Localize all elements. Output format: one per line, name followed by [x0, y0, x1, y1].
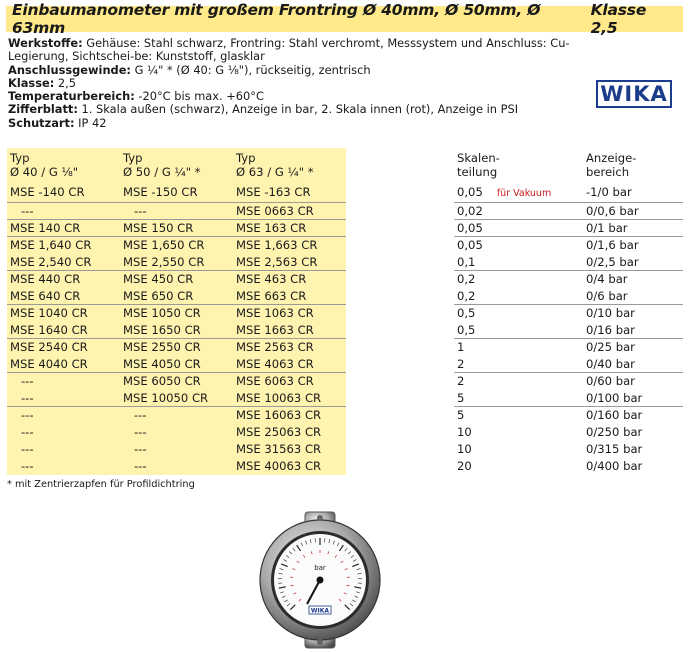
scale-division-value: 0,1	[457, 254, 476, 269]
table-row	[7, 424, 683, 441]
table-row	[7, 220, 683, 237]
type-cell: MSE 4040 CR	[7, 356, 120, 373]
header-line: Anzeige-	[586, 151, 637, 165]
header-display-range	[583, 148, 683, 184]
scale-division-value: 0,2	[457, 288, 476, 303]
display-range-cell: 0/1,6 bar	[583, 237, 683, 254]
scale-division-cell	[454, 305, 583, 322]
scale-division-cell	[454, 390, 583, 407]
spacer-cell	[346, 203, 454, 220]
scale-division-value: 0,02	[457, 204, 483, 218]
type-cell: MSE 1640 CR	[7, 322, 120, 339]
type-cell: MSE -150 CR	[120, 184, 233, 203]
scale-division-cell	[454, 220, 583, 237]
type-cell: MSE 1,650 CR	[120, 237, 233, 254]
scale-division-value: 0,05	[457, 238, 483, 252]
spec-value: G ¼" * (Ø 40: G ⅛"), rückseitig, zentrisch	[131, 62, 371, 77]
spec-temperature	[8, 90, 588, 103]
type-cell: MSE 0663 CR	[233, 203, 346, 220]
type-cell: MSE -163 CR	[233, 184, 346, 203]
header-line: bereich	[586, 165, 630, 179]
type-cell: ---	[7, 373, 120, 390]
scale-division-value: 10	[457, 441, 472, 456]
type-cell: MSE 40063 CR	[233, 458, 346, 475]
scale-division-value: 2	[457, 356, 465, 371]
header-spacer	[346, 148, 454, 184]
table-row	[7, 288, 683, 305]
type-cell: ---	[120, 458, 233, 475]
display-range-cell: 0/400 bar	[586, 458, 643, 473]
spec-label: Zifferblatt:	[8, 102, 78, 117]
table-row	[7, 271, 683, 288]
display-range-cell: 0/250 bar	[586, 424, 643, 439]
type-cell: MSE 163 CR	[233, 220, 346, 237]
display-range-cell: 0/0,6 bar	[583, 203, 683, 220]
display-range-cell: 0/60 bar	[583, 373, 683, 390]
scale-division-cell	[454, 407, 583, 424]
type-cell: MSE 31563 CR	[233, 441, 346, 458]
class-label: Klasse 2,5	[590, 1, 647, 37]
spacer-cell	[346, 288, 454, 305]
specifications	[8, 37, 588, 130]
spacer-cell	[346, 373, 454, 390]
spacer-cell	[346, 271, 454, 288]
display-range-cell: 0/10 bar	[583, 305, 683, 322]
type-cell: MSE 10050 CR	[120, 390, 233, 407]
spec-value: 1. Skala außen (schwarz), Anzeige in bar, 2. Skala innen (rot), Anzeige in PSI	[77, 102, 519, 117]
table-row	[7, 184, 683, 203]
type-cell: ---	[7, 203, 120, 220]
header-line: Typ	[123, 151, 143, 165]
type-cell: MSE 10063 CR	[233, 390, 346, 407]
scale-division-cell	[454, 254, 583, 271]
spec-label: Klasse:	[8, 75, 55, 90]
scale-division-value: 5	[457, 408, 465, 422]
header-typ-63	[233, 148, 346, 184]
type-cell: MSE 450 CR	[120, 271, 233, 288]
scale-division-value: 10	[457, 424, 472, 439]
spec-value: IP 42	[74, 115, 107, 130]
header-line: teilung	[457, 165, 498, 179]
page-title: Einbaumanometer mit großem Frontring Ø 40mm, Ø 50mm, Ø 63mm	[12, 1, 541, 37]
table-row	[7, 407, 683, 424]
type-cell: MSE 1,663 CR	[233, 237, 346, 254]
table-header-row	[7, 148, 683, 184]
needle-hub	[317, 577, 324, 584]
type-cell: MSE -140 CR	[7, 184, 120, 203]
display-range-cell: 0/6 bar	[586, 288, 628, 303]
header-line: Typ	[236, 151, 256, 165]
header-typ-40	[7, 148, 120, 184]
spec-thread	[8, 64, 588, 77]
wika-logo	[596, 80, 672, 108]
spacer-cell	[346, 254, 454, 271]
spacer-cell	[346, 407, 454, 424]
scale-division-value: 0,5	[457, 306, 476, 320]
scale-division-value: 1	[457, 340, 465, 354]
type-cell: MSE 140 CR	[7, 220, 120, 237]
spacer-cell	[346, 305, 454, 322]
display-range-cell: 0/25 bar	[583, 339, 683, 356]
header-line: Ø 63 / G ¼" *	[236, 165, 314, 179]
table-row	[7, 305, 683, 322]
type-cell: MSE 2,540 CR	[7, 254, 120, 271]
type-cell: MSE 6063 CR	[233, 373, 346, 390]
display-range-cell: 0/2,5 bar	[586, 254, 639, 269]
scale-division-cell	[454, 458, 583, 475]
spacer-cell	[346, 458, 454, 475]
type-cell: ---	[7, 458, 120, 475]
header-scale-division	[454, 148, 583, 184]
display-range-cell: 0/315 bar	[586, 441, 643, 456]
display-range-cell: 0/40 bar	[586, 356, 635, 371]
display-range-cell: -1/0 bar	[586, 185, 632, 199]
scale-division-cell	[454, 339, 583, 356]
table-row	[7, 339, 683, 356]
spec-value: 2,5	[54, 75, 77, 90]
product-table	[7, 148, 683, 475]
header-line: Ø 40 / G ⅛"	[10, 165, 79, 179]
type-cell: MSE 663 CR	[233, 288, 346, 305]
type-cell: MSE 463 CR	[233, 271, 346, 288]
spec-protection	[8, 117, 588, 130]
display-range-cell: 0/1 bar	[583, 220, 683, 237]
type-cell: MSE 2563 CR	[233, 339, 346, 356]
type-cell: ---	[120, 424, 233, 441]
header-line: Typ	[10, 151, 30, 165]
type-cell: ---	[120, 441, 233, 458]
spacer-cell	[346, 356, 454, 373]
screw-hole-bottom	[317, 639, 323, 645]
spacer-cell	[346, 339, 454, 356]
spec-label: Anschlussgewinde:	[8, 62, 131, 77]
type-cell: MSE 1663 CR	[233, 322, 346, 339]
header-line: Skalen-	[457, 151, 500, 165]
type-cell: MSE 1,640 CR	[7, 237, 120, 254]
table-row	[7, 441, 683, 458]
pressure-gauge-image	[255, 510, 385, 650]
spec-label: Schutzart:	[8, 115, 75, 130]
type-cell: MSE 150 CR	[120, 220, 233, 237]
spacer-cell	[346, 322, 454, 339]
table-row	[7, 390, 683, 407]
dial-brand-label: WIKA	[310, 607, 330, 615]
type-cell: MSE 25063 CR	[233, 424, 346, 441]
type-cell: MSE 650 CR	[120, 288, 233, 305]
spacer-cell	[346, 441, 454, 458]
table-row	[7, 322, 683, 339]
type-cell: MSE 4063 CR	[233, 356, 346, 373]
scale-division-cell	[454, 441, 583, 458]
vacuum-note: für Vakuum	[496, 188, 552, 199]
scale-division-value: 5	[457, 390, 465, 405]
type-cell: MSE 440 CR	[7, 271, 120, 288]
type-cell: MSE 1650 CR	[120, 322, 233, 339]
scale-division-value: 0,05	[457, 221, 483, 235]
scale-division-cell	[454, 184, 583, 203]
scale-division-value: 0,5	[457, 322, 476, 337]
wika-logo-text: WIKA	[600, 82, 668, 106]
dial-unit-label: bar	[314, 564, 326, 572]
scale-division-cell	[454, 373, 583, 390]
scale-division-cell	[454, 203, 583, 220]
type-cell: MSE 6050 CR	[120, 373, 233, 390]
table-row	[7, 203, 683, 220]
header-typ-50	[120, 148, 233, 184]
display-range-cell: 0/16 bar	[586, 322, 635, 337]
table-row	[7, 356, 683, 373]
table-row	[7, 458, 683, 475]
type-cell: ---	[7, 407, 120, 424]
spec-class	[8, 77, 588, 90]
header-line: Ø 50 / G ¼" *	[123, 165, 201, 179]
spec-value: -20°C bis max. +60°C	[134, 89, 264, 104]
type-cell: MSE 2550 CR	[120, 339, 233, 356]
type-cell: MSE 1063 CR	[233, 305, 346, 322]
table-row	[7, 237, 683, 254]
scale-division-cell	[454, 424, 583, 441]
scale-division-cell	[454, 288, 583, 305]
spacer-cell	[346, 237, 454, 254]
type-cell: MSE 640 CR	[7, 288, 120, 305]
table-row	[7, 254, 683, 271]
spacer-cell	[346, 220, 454, 237]
type-cell: ---	[120, 203, 233, 220]
screw-hole-top	[317, 515, 323, 521]
type-cell: ---	[7, 424, 120, 441]
scale-division-cell	[454, 237, 583, 254]
scale-division-value: 20	[457, 458, 472, 473]
title-bar	[6, 1, 683, 37]
type-cell: MSE 2,550 CR	[120, 254, 233, 271]
type-cell: MSE 2,563 CR	[233, 254, 346, 271]
scale-division-value: 2	[457, 374, 465, 388]
type-cell: ---	[120, 407, 233, 424]
type-cell: ---	[7, 390, 120, 407]
spacer-cell	[346, 424, 454, 441]
display-range-cell: 0/4 bar	[583, 271, 683, 288]
scale-division-value: 0,2	[457, 272, 476, 286]
scale-division-cell	[454, 356, 583, 373]
spec-value: Gehäuse: Stahl schwarz, Frontring: Stahl verchromt, Messsystem und Anschluss: Cu-Legierung, Sichtschei-be: Kunststoff, glasklar	[8, 36, 570, 64]
scale-division-cell	[454, 271, 583, 288]
spec-materials	[8, 37, 588, 64]
type-cell: MSE 4050 CR	[120, 356, 233, 373]
table-row	[7, 373, 683, 390]
scale-division-cell	[454, 322, 583, 339]
spacer-cell	[346, 390, 454, 407]
display-range-cell: 0/160 bar	[583, 407, 683, 424]
spec-label: Werkstoffe:	[8, 36, 83, 50]
type-cell: MSE 2540 CR	[7, 339, 120, 356]
display-range-cell: 0/100 bar	[586, 390, 643, 405]
type-cell: MSE 1050 CR	[120, 305, 233, 322]
footnote: * mit Zentrierzapfen für Profildichtring	[7, 479, 195, 490]
type-cell: MSE 16063 CR	[233, 407, 346, 424]
spec-dial	[8, 103, 588, 116]
type-cell: MSE 1040 CR	[7, 305, 120, 322]
spacer-cell	[346, 184, 454, 203]
spec-label: Temperaturbereich:	[8, 89, 135, 104]
type-cell: ---	[7, 441, 120, 458]
scale-division-value: 0,05	[457, 185, 483, 199]
